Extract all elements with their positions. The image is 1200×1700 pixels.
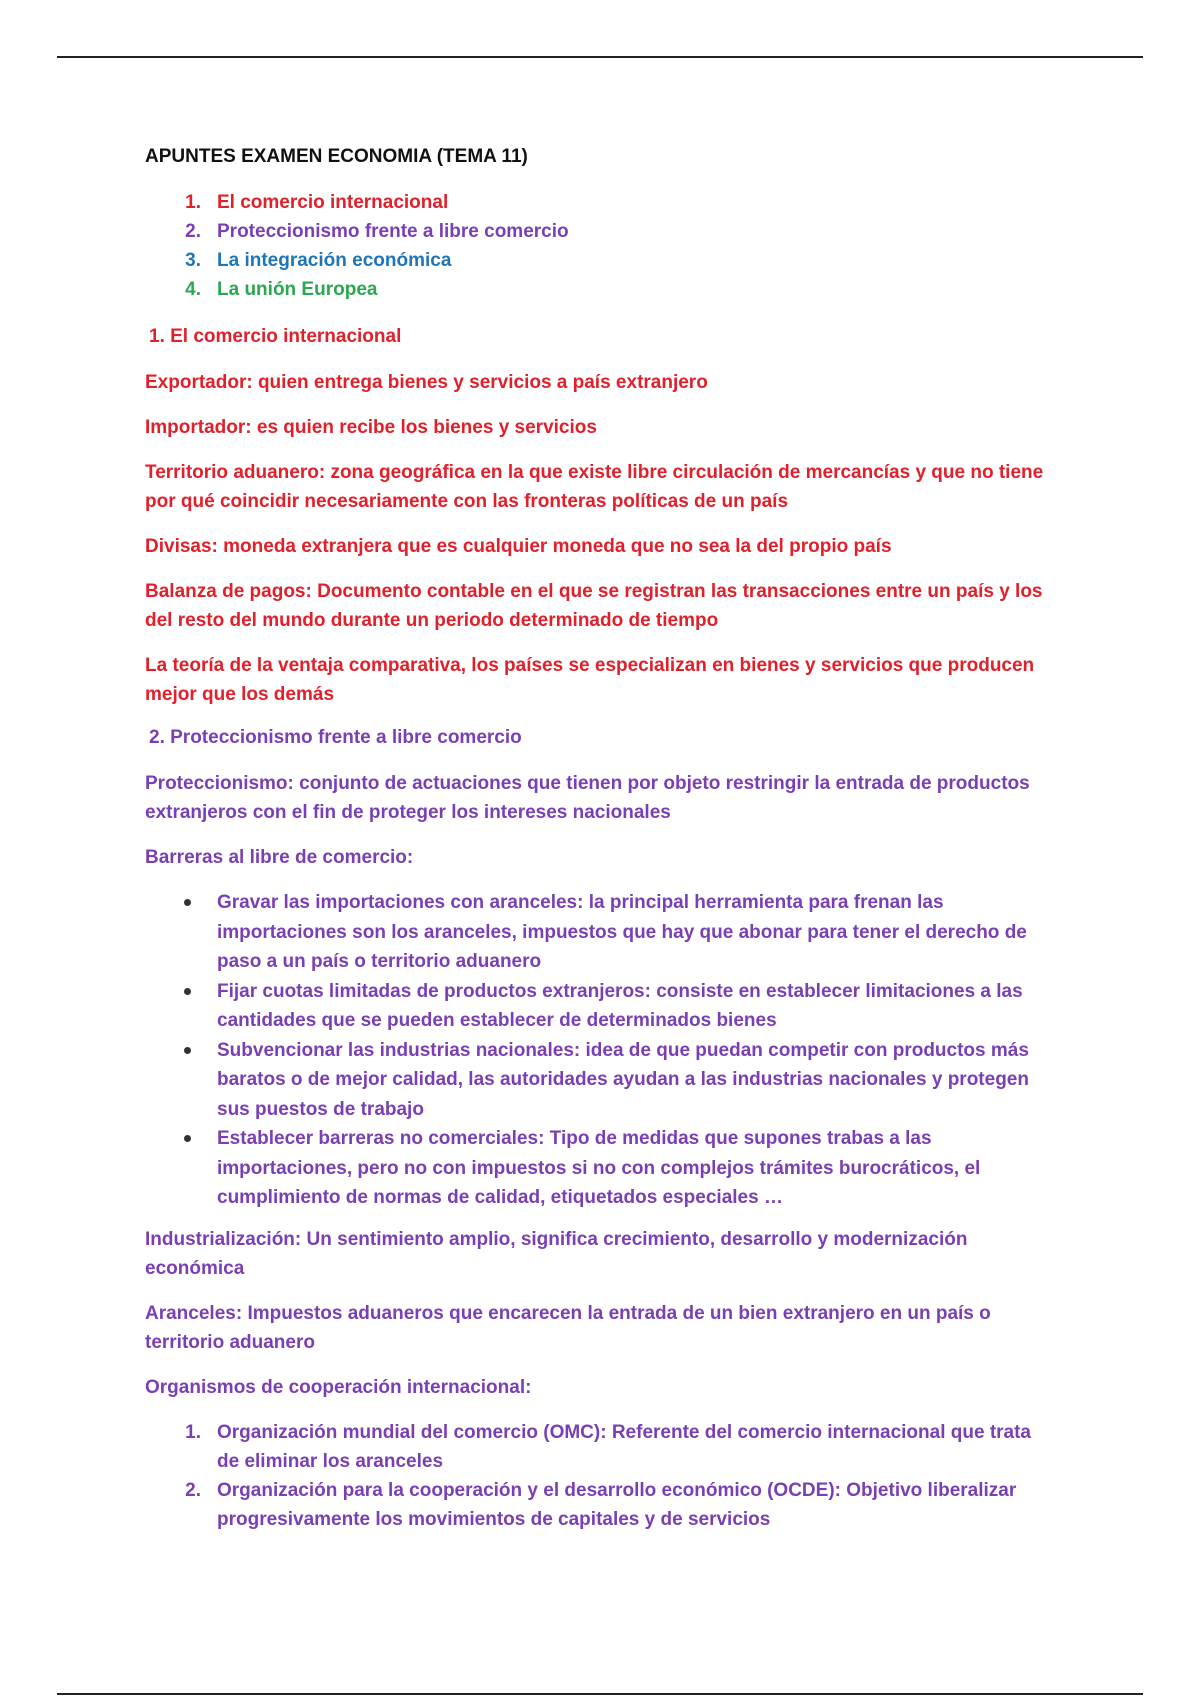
top-rule [57,56,1143,58]
barriers-list [145,888,1050,1213]
bullet-icon [145,1036,217,1125]
document-title: APUNTES EXAMEN ECONOMIA (TEMA 11) [145,146,528,167]
definition-divisas: Divisas: moneda extranjera que es cualquier moneda que no sea la del propio país [145,536,892,557]
list-item [145,1124,1050,1213]
definition-territorio-aduanero: Territorio aduanero: zona geográfica en la que existe libre circulación de mercancías y que no tiene por qué coincidir necesariamente con las fronteras políticas de un país [145,462,1044,512]
toc-item [145,246,1050,275]
table-of-contents [145,188,1050,304]
toc-item [145,275,1050,304]
toc-text: La integración económica [217,250,452,271]
list-item-text: Subvencionar las industrias nacionales: idea de que puedan competir con productos más baratos o de mejor calidad, las autoridades ayudan a las industrias nacionales y protegen sus puestos de trabajo [217,1039,1029,1120]
organizations-list [145,1418,1050,1534]
list-item [145,1418,1050,1476]
bullet-icon [145,888,217,977]
toc-number: 4. [185,279,201,300]
toc-number: 2. [185,221,201,242]
document-page [145,146,1050,1534]
bullet-icon [145,977,217,1036]
bottom-rule [57,1693,1143,1695]
list-item-text: Gravar las importaciones con aranceles: la principal herramienta para frenan las importaciones son los aranceles, impuestos que hay que abonar para tener el derecho de paso a un país o territorio aduanero [217,892,1027,972]
list-item [145,1476,1050,1534]
toc-text: El comercio internacional [217,192,449,213]
definition-ventaja-comparativa: La teoría de la ventaja comparativa, los países se especializan en bienes y servicios que producen mejor que los demás [145,655,1035,705]
definition-aranceles: Aranceles: Impuestos aduaneros que encarecen la entrada de un bien extranjero en un país o territorio aduanero [145,1302,991,1353]
list-item-text: Organización para la cooperación y el desarrollo económico (OCDE): Objetivo liberalizar progresivamente los movimientos de capitales y de servicios [217,1479,1017,1530]
toc-item [145,188,1050,217]
list-item [145,888,1050,977]
section-1-heading: 1. El comercio internacional [149,326,402,347]
list-item-text: Fijar cuotas limitadas de productos extranjeros: consiste en establecer limitaciones a las cantidades que se pueden establecer de determinados bienes [217,980,1023,1031]
list-item-text: Organización mundial del comercio (OMC): Referente del comercio internacional que trata de eliminar los aranceles [217,1421,1032,1472]
definition-importador: Importador: es quien recibe los bienes y servicios [145,417,597,438]
list-item [145,977,1050,1036]
section-2-heading: 2. Proteccionismo frente a libre comercio [149,727,522,748]
list-item-text: Establecer barreras no comerciales: Tipo de medidas que supones trabas a las importaciones, pero no con impuestos si no con complejos trámites burocráticos, el cumplimiento de normas de calidad, etiquetados especiales … [217,1128,981,1208]
toc-item [145,217,1050,246]
toc-number: 3. [185,250,201,271]
list-item [145,1036,1050,1125]
definition-industrializacion: Industrialización: Un sentimiento amplio, significa crecimiento, desarrollo y modernización económica [145,1228,968,1279]
definition-balanza-de-pagos: Balanza de pagos: Documento contable en el que se registran las transacciones entre un país y los del resto del mundo durante un periodo determinado de tiempo [145,581,1043,631]
toc-text: La unión Europea [217,279,378,300]
toc-number: 1. [185,192,201,213]
definition-proteccionismo: Proteccionismo: conjunto de actuaciones que tienen por objeto restringir la entrada de productos extranjeros con el fin de proteger los intereses nacionales [145,773,1030,823]
bullet-icon [145,1124,217,1213]
definition-exportador: Exportador: quien entrega bienes y servicios a país extranjero [145,372,708,393]
list-number: 1. [185,1421,201,1443]
list-number: 2. [185,1479,201,1501]
orgs-label: Organismos de cooperación internacional: [145,1376,532,1398]
toc-text: Proteccionismo frente a libre comercio [217,221,569,242]
barriers-label: Barreras al libre de comercio: [145,847,414,868]
